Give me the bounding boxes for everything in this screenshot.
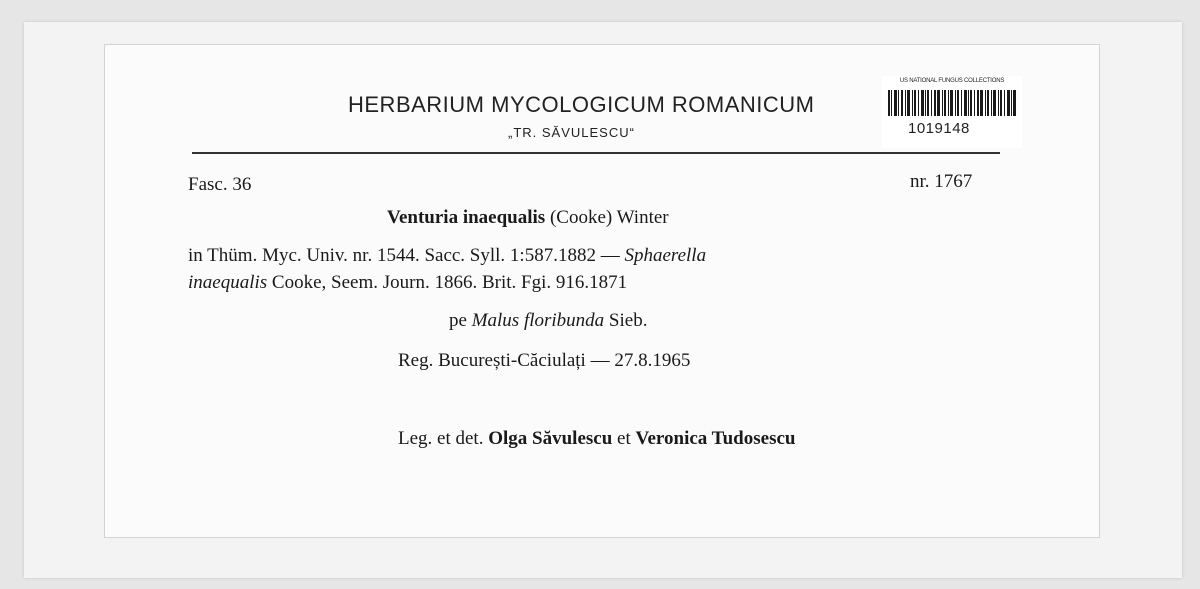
- fascicle-number: Fasc. 36: [188, 174, 252, 195]
- host-name: Malus floribunda: [471, 310, 605, 331]
- herbarium-title: HERBARIUM MYCOLOGICUM ROMANICUM: [348, 92, 815, 117]
- collectors-line: [398, 428, 795, 450]
- collector-2: Veronica Tudosescu: [635, 428, 796, 449]
- species-name: Venturia inaequalis: [387, 207, 546, 228]
- species-authority: (Cooke) Winter: [549, 207, 669, 228]
- host-prefix: pe: [449, 310, 467, 331]
- leg-joiner: et: [617, 428, 631, 449]
- herbarium-subtitle: „TR. SĂVULESCU“: [508, 125, 635, 140]
- leg-prefix: Leg. et det.: [398, 428, 484, 449]
- barcode-sticker: [882, 76, 1022, 148]
- barcode-number: 1019148: [908, 120, 970, 137]
- specimen-number: nr. 1767: [910, 171, 973, 192]
- citation-text-1: in Thüm. Myc. Univ. nr. 1544. Sacc. Syll. 1:587.1882 —: [188, 245, 620, 266]
- locality-date: Reg. București-Căciulați — 27.8.1965: [398, 350, 691, 371]
- collector-1: Olga Săvulescu: [488, 428, 613, 449]
- host-authority: Sieb.: [608, 310, 648, 331]
- citation-text-2: Cooke, Seem. Journ. 1866. Brit. Fgi. 916.1871: [271, 272, 628, 293]
- citation-line-1: [188, 245, 706, 267]
- barcode-caption: US NATIONAL FUNGUS COLLECTIONS: [899, 78, 1005, 84]
- header-divider: [192, 152, 1000, 154]
- barcode-icon: [888, 90, 1016, 116]
- host-line: [449, 310, 647, 332]
- synonym-epithet: inaequalis: [188, 272, 268, 293]
- citation-line-2: [188, 272, 627, 294]
- species-line: [387, 207, 669, 229]
- synonym-genus: Sphaerella: [624, 245, 707, 266]
